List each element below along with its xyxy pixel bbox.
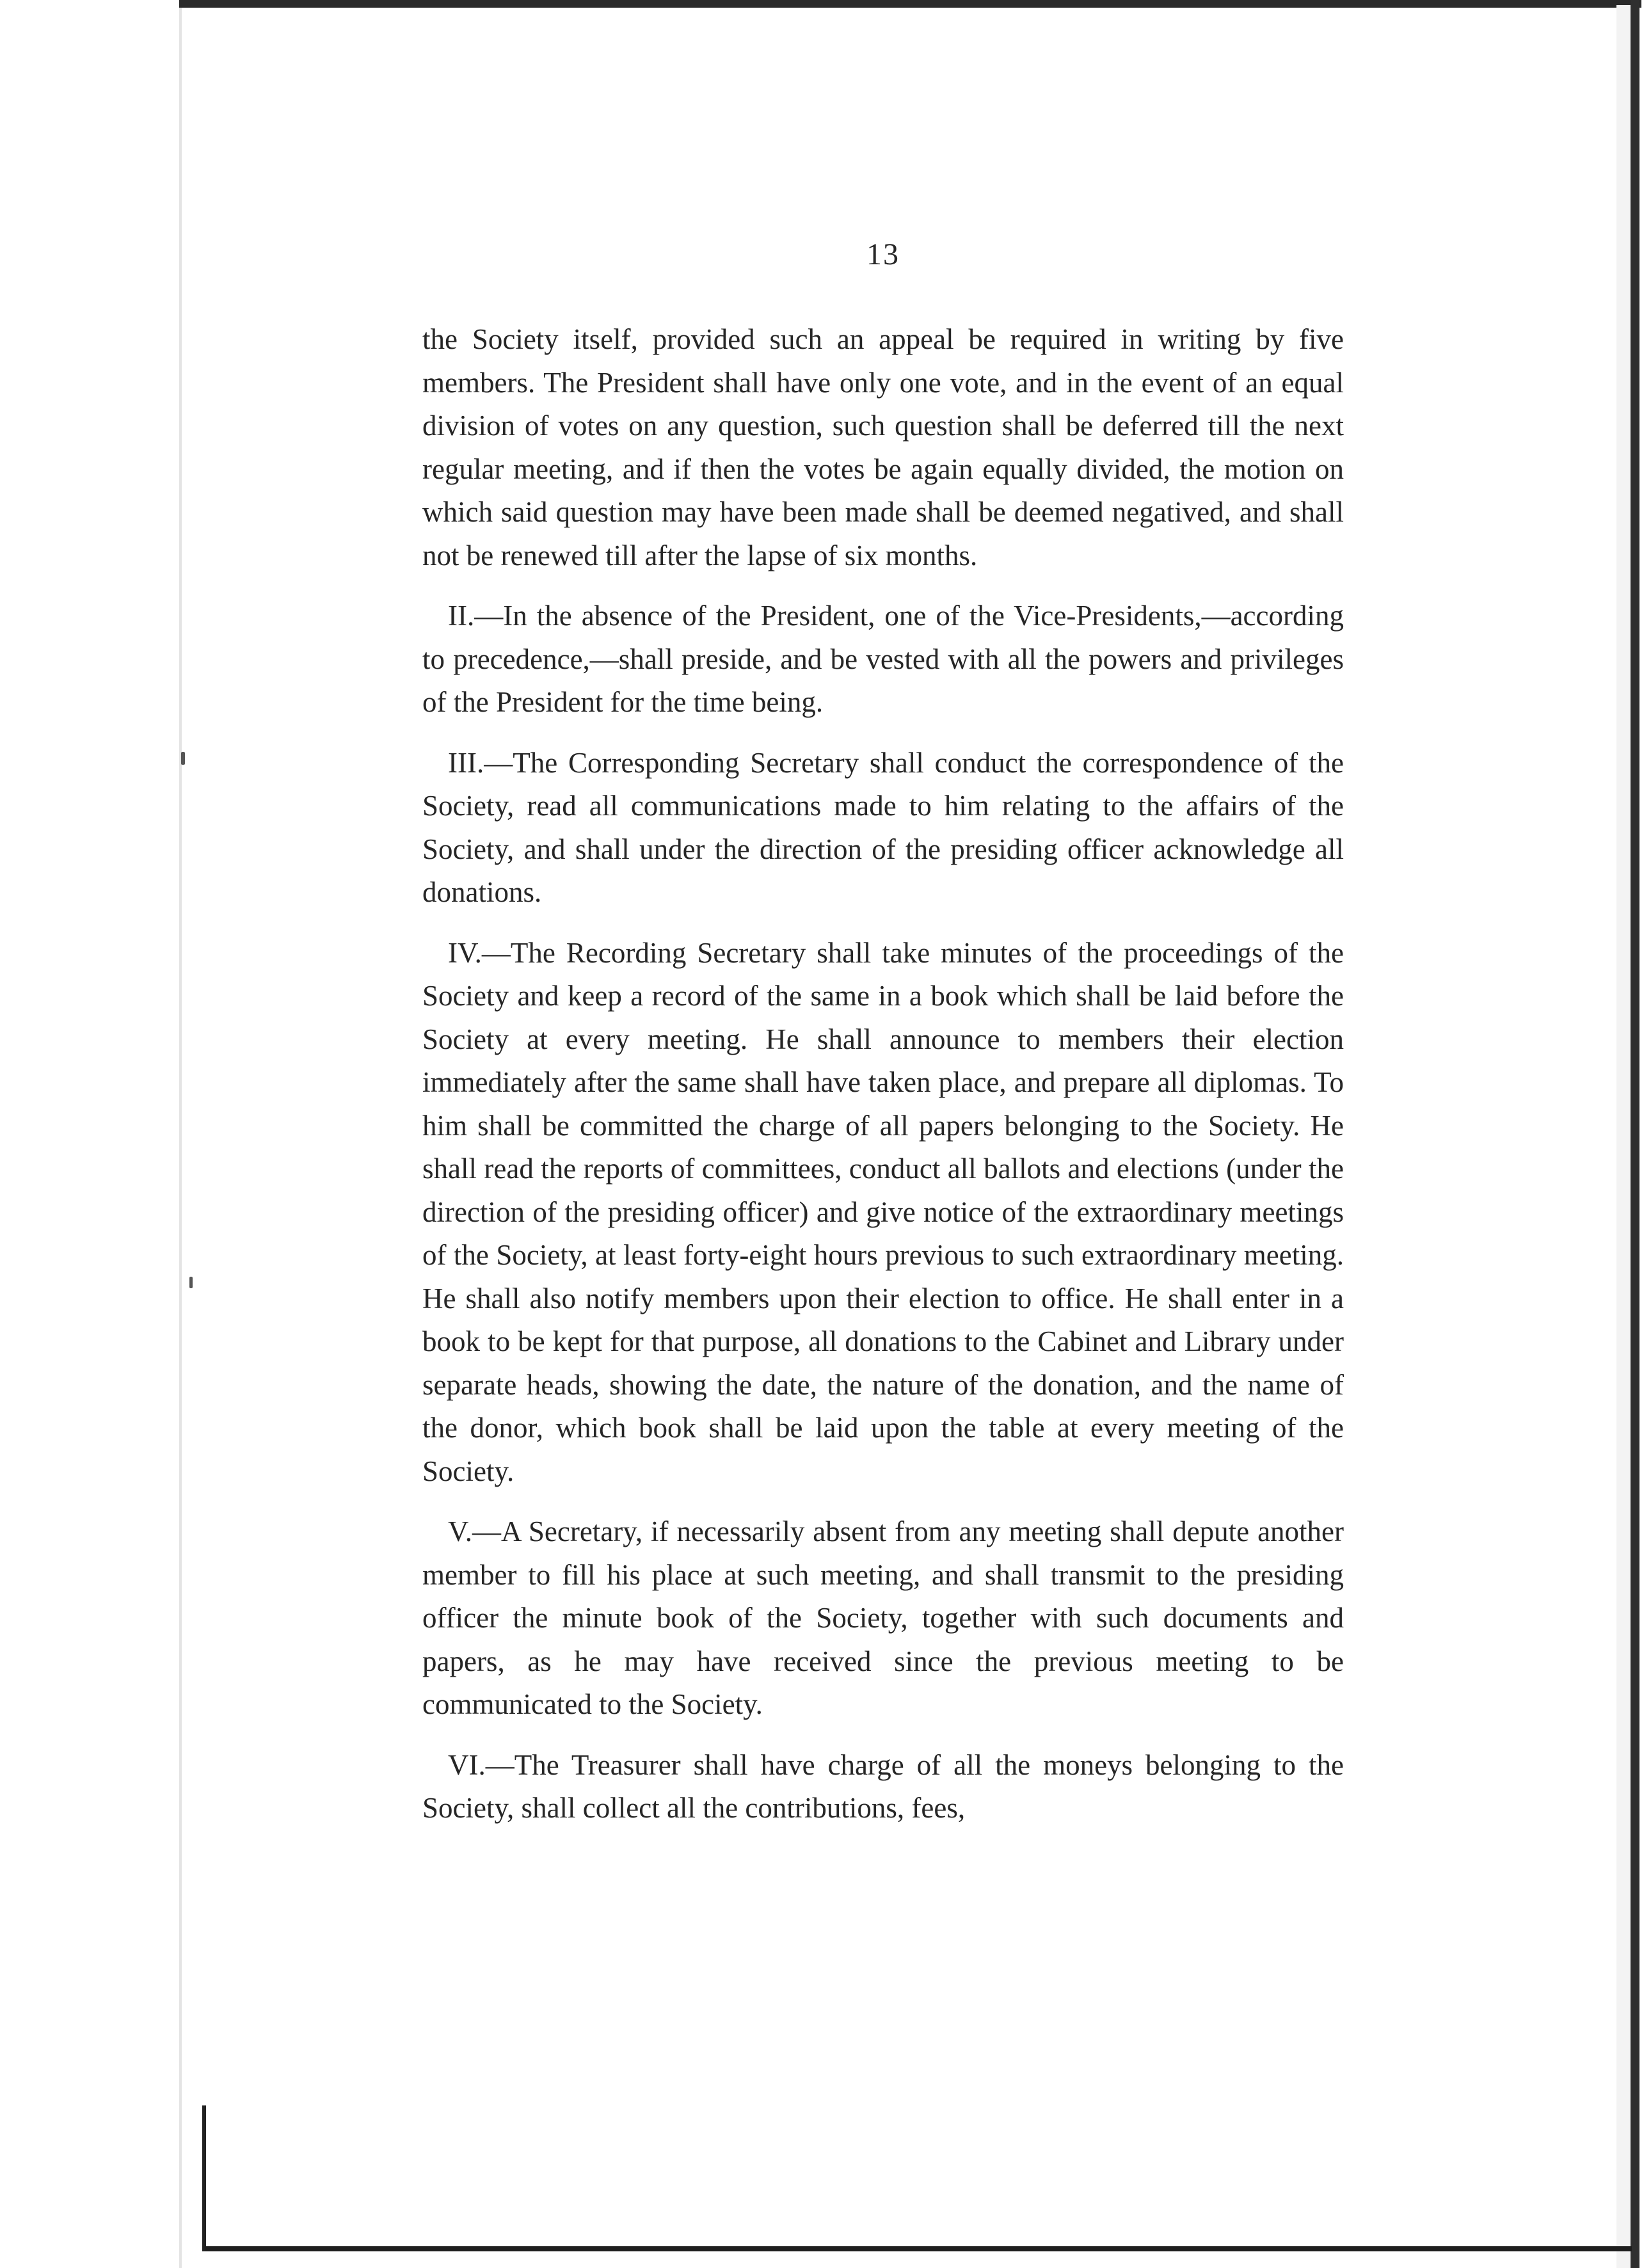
book-page [422, 237, 1344, 1848]
scan-speck [189, 1277, 193, 1288]
scan-right-border [1631, 0, 1639, 2268]
paragraph-article-ii: II.—In the absence of the President, one of the Vice-Presidents,—according to precedence,—shall preside, and be vested with all the powers and privileges of the President for the time being. [422, 600, 1344, 718]
paragraph-article-iv: IV.—The Recording Secretary shall take minutes of the proceedings of the Society and keep a record of the same in a book which shall be laid before the Society at every meeting. He shall announce to members their election immediately after the same shall have taken place, and prepare all diplomas. To him shall be committed the charge of all papers belonging to the Society. He shall read the reports of committees, conduct all ballots and elections (under the direction of the presiding officer) and give notice of the extraordinary meetings of the Society, at least forty-eight hours previous to such extraordinary meeting. He shall also notify members upon their election to office. He shall enter in a book to be kept for that purpose, all donations to the Cabinet and Library under separate heads, showing the date, the nature of the donation, and the name of the donor, which book shall be laid upon the table at every meeting of the Society. [422, 936, 1344, 1487]
scan-binding-mark [202, 2105, 206, 2251]
paragraph-continuation: the Society itself, provided such an appeal be required in writing by five members. The President shall have only one vote, and in the event of an equal division of votes on any question, such question shall be deferred till the next regular meeting, and if then the votes be again equally divided, the motion on which said question may have been made shall be deemed negatived, and shall not be renewed till after the lapse of six months. [422, 323, 1344, 571]
scan-speck [181, 752, 185, 765]
paragraph-article-v: V.—A Secretary, if necessarily absent from any meeting shall depute another member to fill his place at such meeting, and shall transmit to the presiding officer the minute book of the Society, together with such documents and papers, as he may have received since the previous meeting to be communicated to the Society. [422, 1515, 1344, 1720]
paragraph-article-vi: VI.—The Treasurer shall have charge of all the moneys belonging to the Society, shall collect all the contributions, fees, [422, 1748, 1344, 1824]
page-number: 13 [866, 237, 900, 271]
scan-bottom-border [205, 2246, 1632, 2251]
page-left-edge [179, 8, 182, 2268]
paragraph-article-iii: III.—The Corresponding Secretary shall conduct the correspondence of the Society, read all communications made to him relating to the affairs of the Society, and shall under the direction of the presiding officer acknowledge all donations. [422, 746, 1344, 908]
scan-right-margin [1616, 5, 1631, 2268]
scan-top-border [179, 0, 1641, 8]
